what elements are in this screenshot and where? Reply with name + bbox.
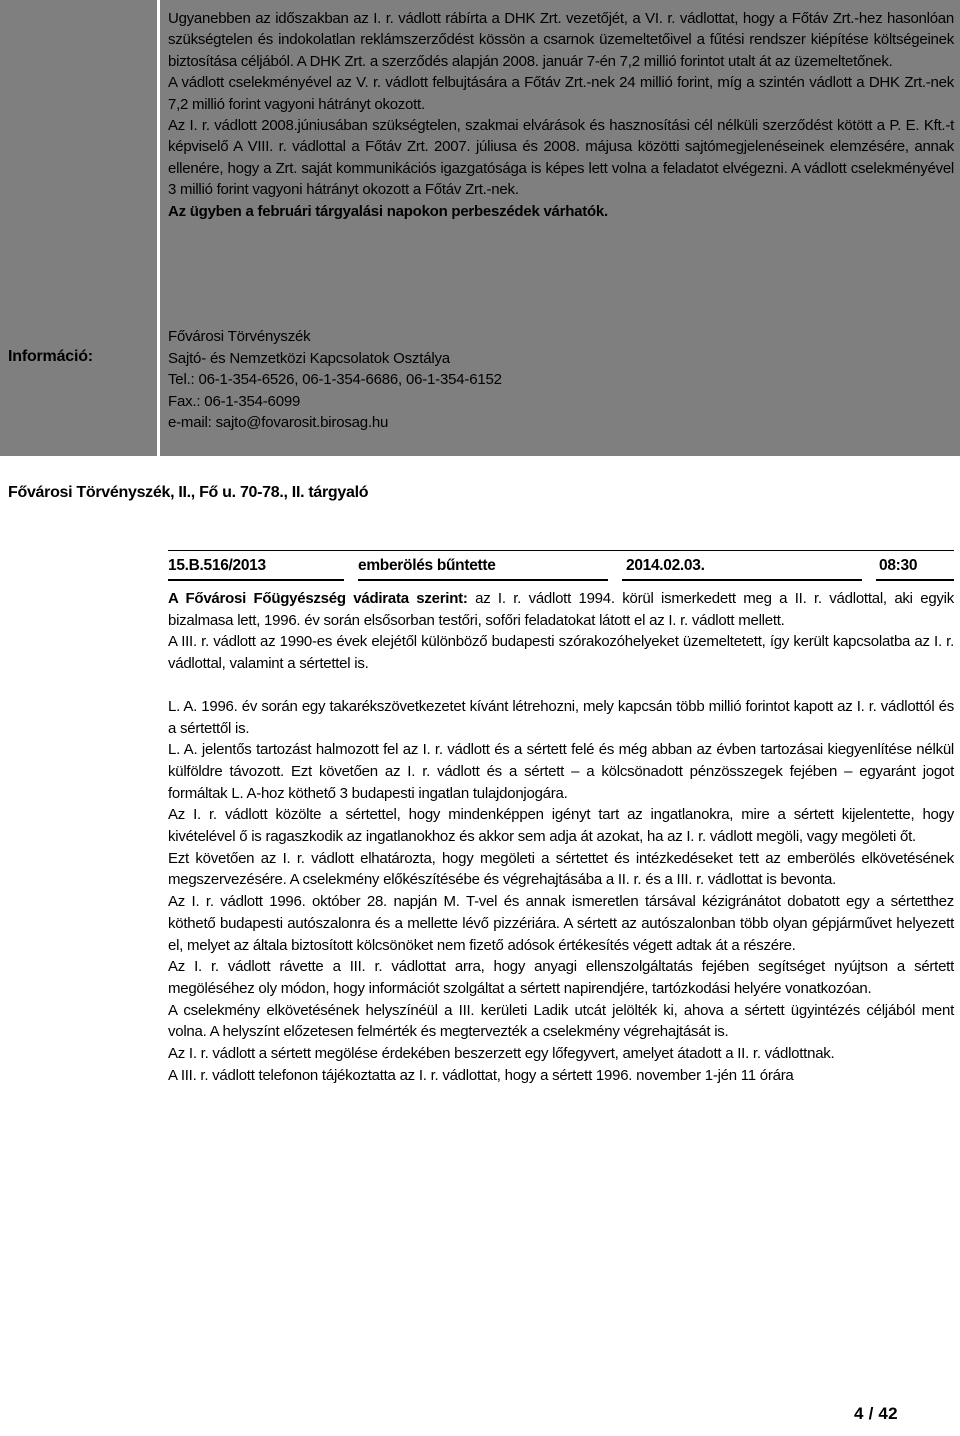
case-time: 08:30	[879, 557, 918, 574]
body-lead-rest: az I. r. vádlott 1994. körül ismerkedett meg a II. r. vádlottal, aki egyik bizalmasa lett, 1996. év során elsősorban testőri, sofőri feladatokat látott el az I. r. vádlott mellett.	[168, 590, 954, 629]
contact-fax: Fax.: 06-1-354-6099	[168, 392, 301, 410]
body-paragraph-8: Az I. r. vádlott rávette a III. r. vádlottat arra, hogy anyagi ellenszolgáltatás fejében segítséget nyújtson a sértett megöléséhez oly módon, hogy információt szolgáltat a sértett napirendjére, tartózkodási helyére vonatkozóan.	[168, 958, 954, 997]
case-charge: emberölés bűntette	[358, 557, 496, 574]
court-heading: Fővárosi Törvényszék, II., Fő u. 70-78., II. tárgyaló	[8, 484, 369, 501]
body-paragraph-6: Ezt követően az I. r. vádlott elhatározta, hogy megöleti a sértettet és intézkedéseket tett az emberölés elkövetésének megszervezésére. A cselekmény előkészítésébe és végrehajtásába a II. r. és a III. r. vádlottat is bevonta.	[168, 849, 954, 889]
info-paragraph-3: Az I. r. vádlott 2008.júniusában szükségtelen, szakmai elvárások és hasznosítási cél nélküli szerződést kötött a P. E. Kft.-t képviselő A VIII. r. vádlottal a Főtáv Zrt. 2007. júliusa és 2008. májusa közötti sajtómegjelenéseinek elemzésére, annak ellenére, hogy a Zrt. saját kommunikációs igazgatósága is képes lett volna a feladatot elvégezni. A vádlott cselekményével 3 millió forint vagyoni hátrányt okozott a Főtáv Zrt.-nek.	[168, 117, 954, 199]
case-date: 2014.02.03.	[626, 557, 705, 574]
body-paragraph-9: A cselekmény elkövetésének helyszínéül a III. kerületi Ladik utcát jelölték ki, ahova a sértett ügyintézés céljából ment volna. A helyszínt előzetesen felmérték és megtervezték a cselekmény végrehajtását is.	[168, 1001, 954, 1041]
case-date-underline	[622, 579, 862, 581]
body-paragraph-3: L. A. 1996. év során egy takarékszövetkezetet kívánt létrehozni, mely kapcsán több millió forintot kapott az I. r. vádlottól és a sértettől is.	[168, 697, 954, 737]
body-paragraph-2: A III. r. vádlott az 1990-es évek elejétől különböző budapesti szórakozóhelyeket üzemeltetett, így került kapcsolatba az I. r. vádlottal, valamint a sértettel is.	[168, 633, 954, 673]
info-text-block	[168, 8, 954, 222]
body-lead-bold: A Fővárosi Főügyészség vádirata szerint:	[168, 590, 468, 607]
contact-dept: Sajtó- és Nemzetközi Kapcsolatok Osztálya	[168, 349, 450, 367]
case-number: 15.B.516/2013	[168, 557, 266, 574]
contact-tel: Tel.: 06-1-354-6526, 06-1-354-6686, 06-1-354-6152	[168, 371, 502, 388]
info-label-column	[0, 0, 160, 456]
body-paragraph-7: Az I. r. vádlott 1996. október 28. napján M. T-vel és annak ismeretlen társával kézigránátot dobatott egy a sértetthez köthető budapesti autószalonra és a mellette lévő pizzériára. A sértett az autószalonban több olyan gépjárművet helyezett el, melyet az általa biztosított kölcsönöket nem fizető adósok értékesítés végett adtak át a részére.	[168, 893, 954, 954]
press-contact	[168, 326, 768, 434]
contact-email[interactable]: e-mail: sajto@fovarosit.birosag.hu	[168, 414, 389, 431]
body-paragraph-10: Az I. r. vádlott a sértett megölése érdekében beszerzett egy lőfegyvert, amelyet átadott a II. r. vádlottnak.	[168, 1045, 835, 1063]
info-bold-line: Az ügyben a februári tárgyalási napokon perbeszédek várhatók.	[168, 202, 608, 220]
case-header-row	[168, 550, 954, 581]
indictment-text	[168, 588, 954, 1086]
info-paragraph-2: A vádlott cselekményével az V. r. vádlott felbujtására a Főtáv Zrt.-nek 24 millió forint, míg a szintén vádlott a DHK Zrt.-nek 7,2 millió forint vagyoni hátrányt okozott.	[168, 74, 954, 113]
body-paragraph-1	[168, 588, 954, 631]
body-paragraph-4: L. A. jelentős tartozást halmozott fel az I. r. vádlott és a sértett felé és még abban az évben tartozásai kiegyenlítése nélkül külföldre távozott. Ezt követően az I. r. vádlott és a sértett – a kölcsönadott pénzösszegek fejében – egyaránt jogot formáltak L. A-hoz köthető 3 budapesti ingatlan tulajdonjogára.	[168, 741, 954, 802]
page-number: 4 / 42	[854, 1404, 898, 1423]
info-paragraph-1: Ugyanebben az időszakban az I. r. vádlott rábírta a DHK Zrt. vezetőjét, a VI. r. vádlottat, hogy a Főtáv Zrt.-hez hasonlóan szükségtelen és indokolatlan reklámszerződést kössön a csarnok üzemeltetőivel a fűtési rendszer kiépítése költségeinek biztosítása céljából. A DHK Zrt. a szerződés alapján 2008. január 7-én 7,2 millió forintot utalt át az üzemeltetőnek.	[168, 10, 954, 70]
body-paragraph-11: A III. r. vádlott telefonon tájékoztatta az I. r. vádlottat, hogy a sértett 1996. november 1-jén 11 órára	[168, 1066, 794, 1084]
case-charge-underline	[358, 579, 608, 581]
contact-org: Fővárosi Törvényszék	[168, 328, 311, 345]
info-label: Információ:	[8, 348, 93, 365]
body-paragraph-5: Az I. r. vádlott közölte a sértettel, hogy mindenképpen igényt tart az ingatlanokra, mire a sértett kijelentette, hogy kivételével ő is ragaszkodik az ingatlanokhoz és akkor sem adja át azokat, ha az I. r. vádlott megöli, vagy megöleti őt.	[168, 806, 954, 846]
case-time-underline	[876, 579, 954, 581]
case-number-underline	[168, 579, 344, 581]
